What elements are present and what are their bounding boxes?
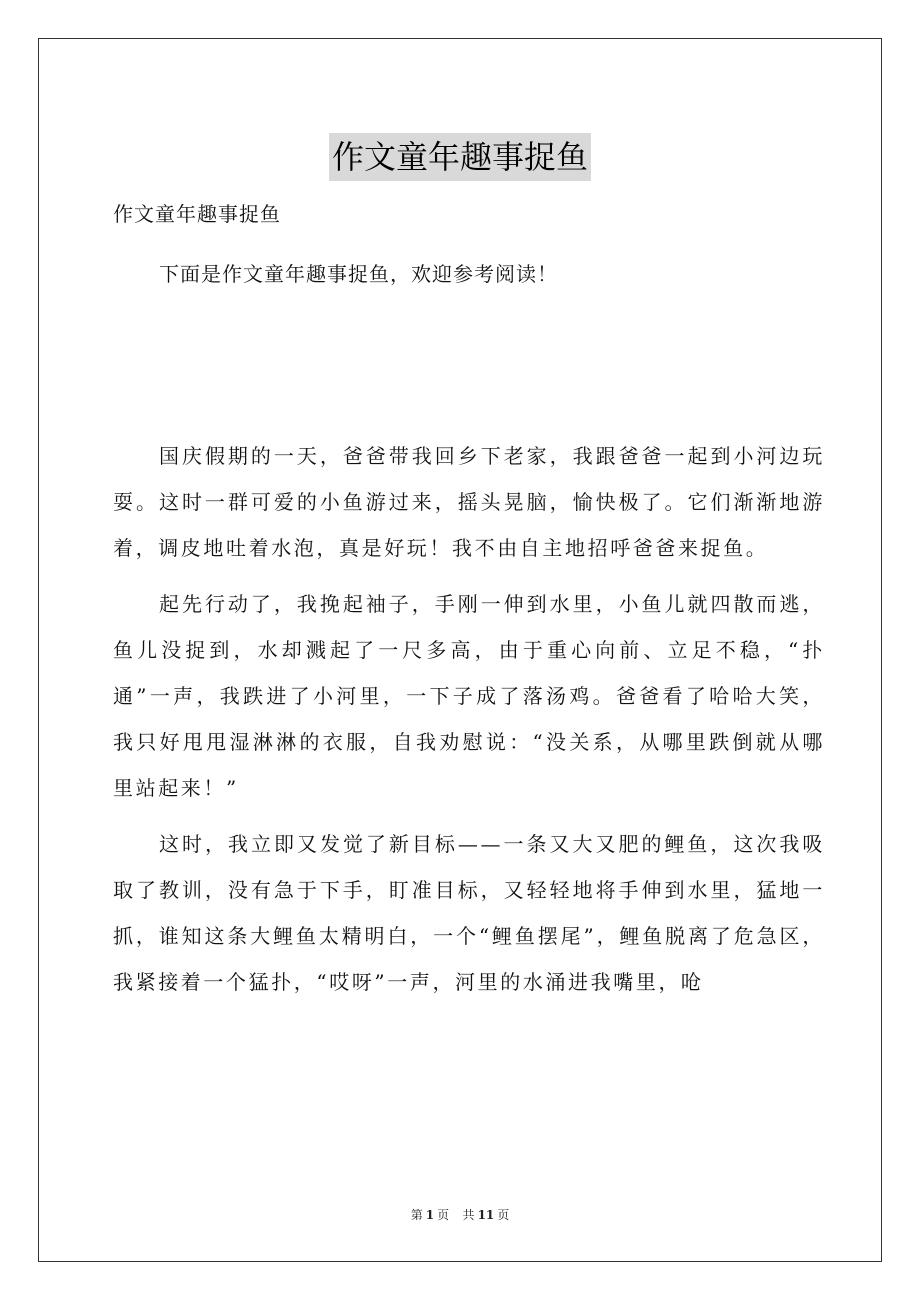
page-suffix: 页 [437,1208,450,1222]
paragraph-1: 国庆假期的一天，爸爸带我回乡下老家，我跟爸爸一起到小河边玩耍。这时一群可爱的小鱼游过来，摇头晃脑，愉快极了。它们渐渐地游着，调皮地吐着水泡，真是好玩！我不由自主地招呼爸爸来捉鱼。 [113,444,825,560]
paragraph-3: 这时，我立即又发觉了新目标——一条又大又肥的鲤鱼，这次我吸取了教训，没有急于下手，盯准目标，又轻轻地将手伸到水里，猛地一抓，谁知这条大鲤鱼太精明白，一个“鲤鱼摆尾”，鲤鱼脱离了危急区，我紧接着一个猛扑，“哎呀”一声，河里的水涌进我嘴里，呛 [113,832,825,994]
title-container [0,112,920,203]
total-prefix: 共 [462,1208,475,1222]
document-title: 作文童年趣事捉鱼 [329,133,591,181]
page-prefix: 第 [410,1208,423,1222]
total-suffix: 页 [497,1208,510,1222]
total-pages: 11 [477,1208,495,1222]
paragraph-2: 起先行动了，我挽起袖子，手刚一伸到水里，小鱼儿就四散而逃，鱼儿没捉到，水却溅起了一尺多高，由于重心向前、立足不稳，“扑通”一声，我跌进了小河里，一下子成了落汤鸡。爸爸看了哈哈大笑，我只好甩甩湿淋淋的衣服，自我劝慰说：“没关系，从哪里跌倒就从哪里站起来！” [113,592,825,800]
page-footer [0,1206,920,1224]
intro-paragraph: 下面是作文童年趣事捉鱼，欢迎参考阅读！ [159,262,558,286]
page-number: 1 [425,1208,435,1222]
document-subtitle: 作文童年趣事捉鱼 [113,202,281,226]
essay-body [113,433,825,1005]
